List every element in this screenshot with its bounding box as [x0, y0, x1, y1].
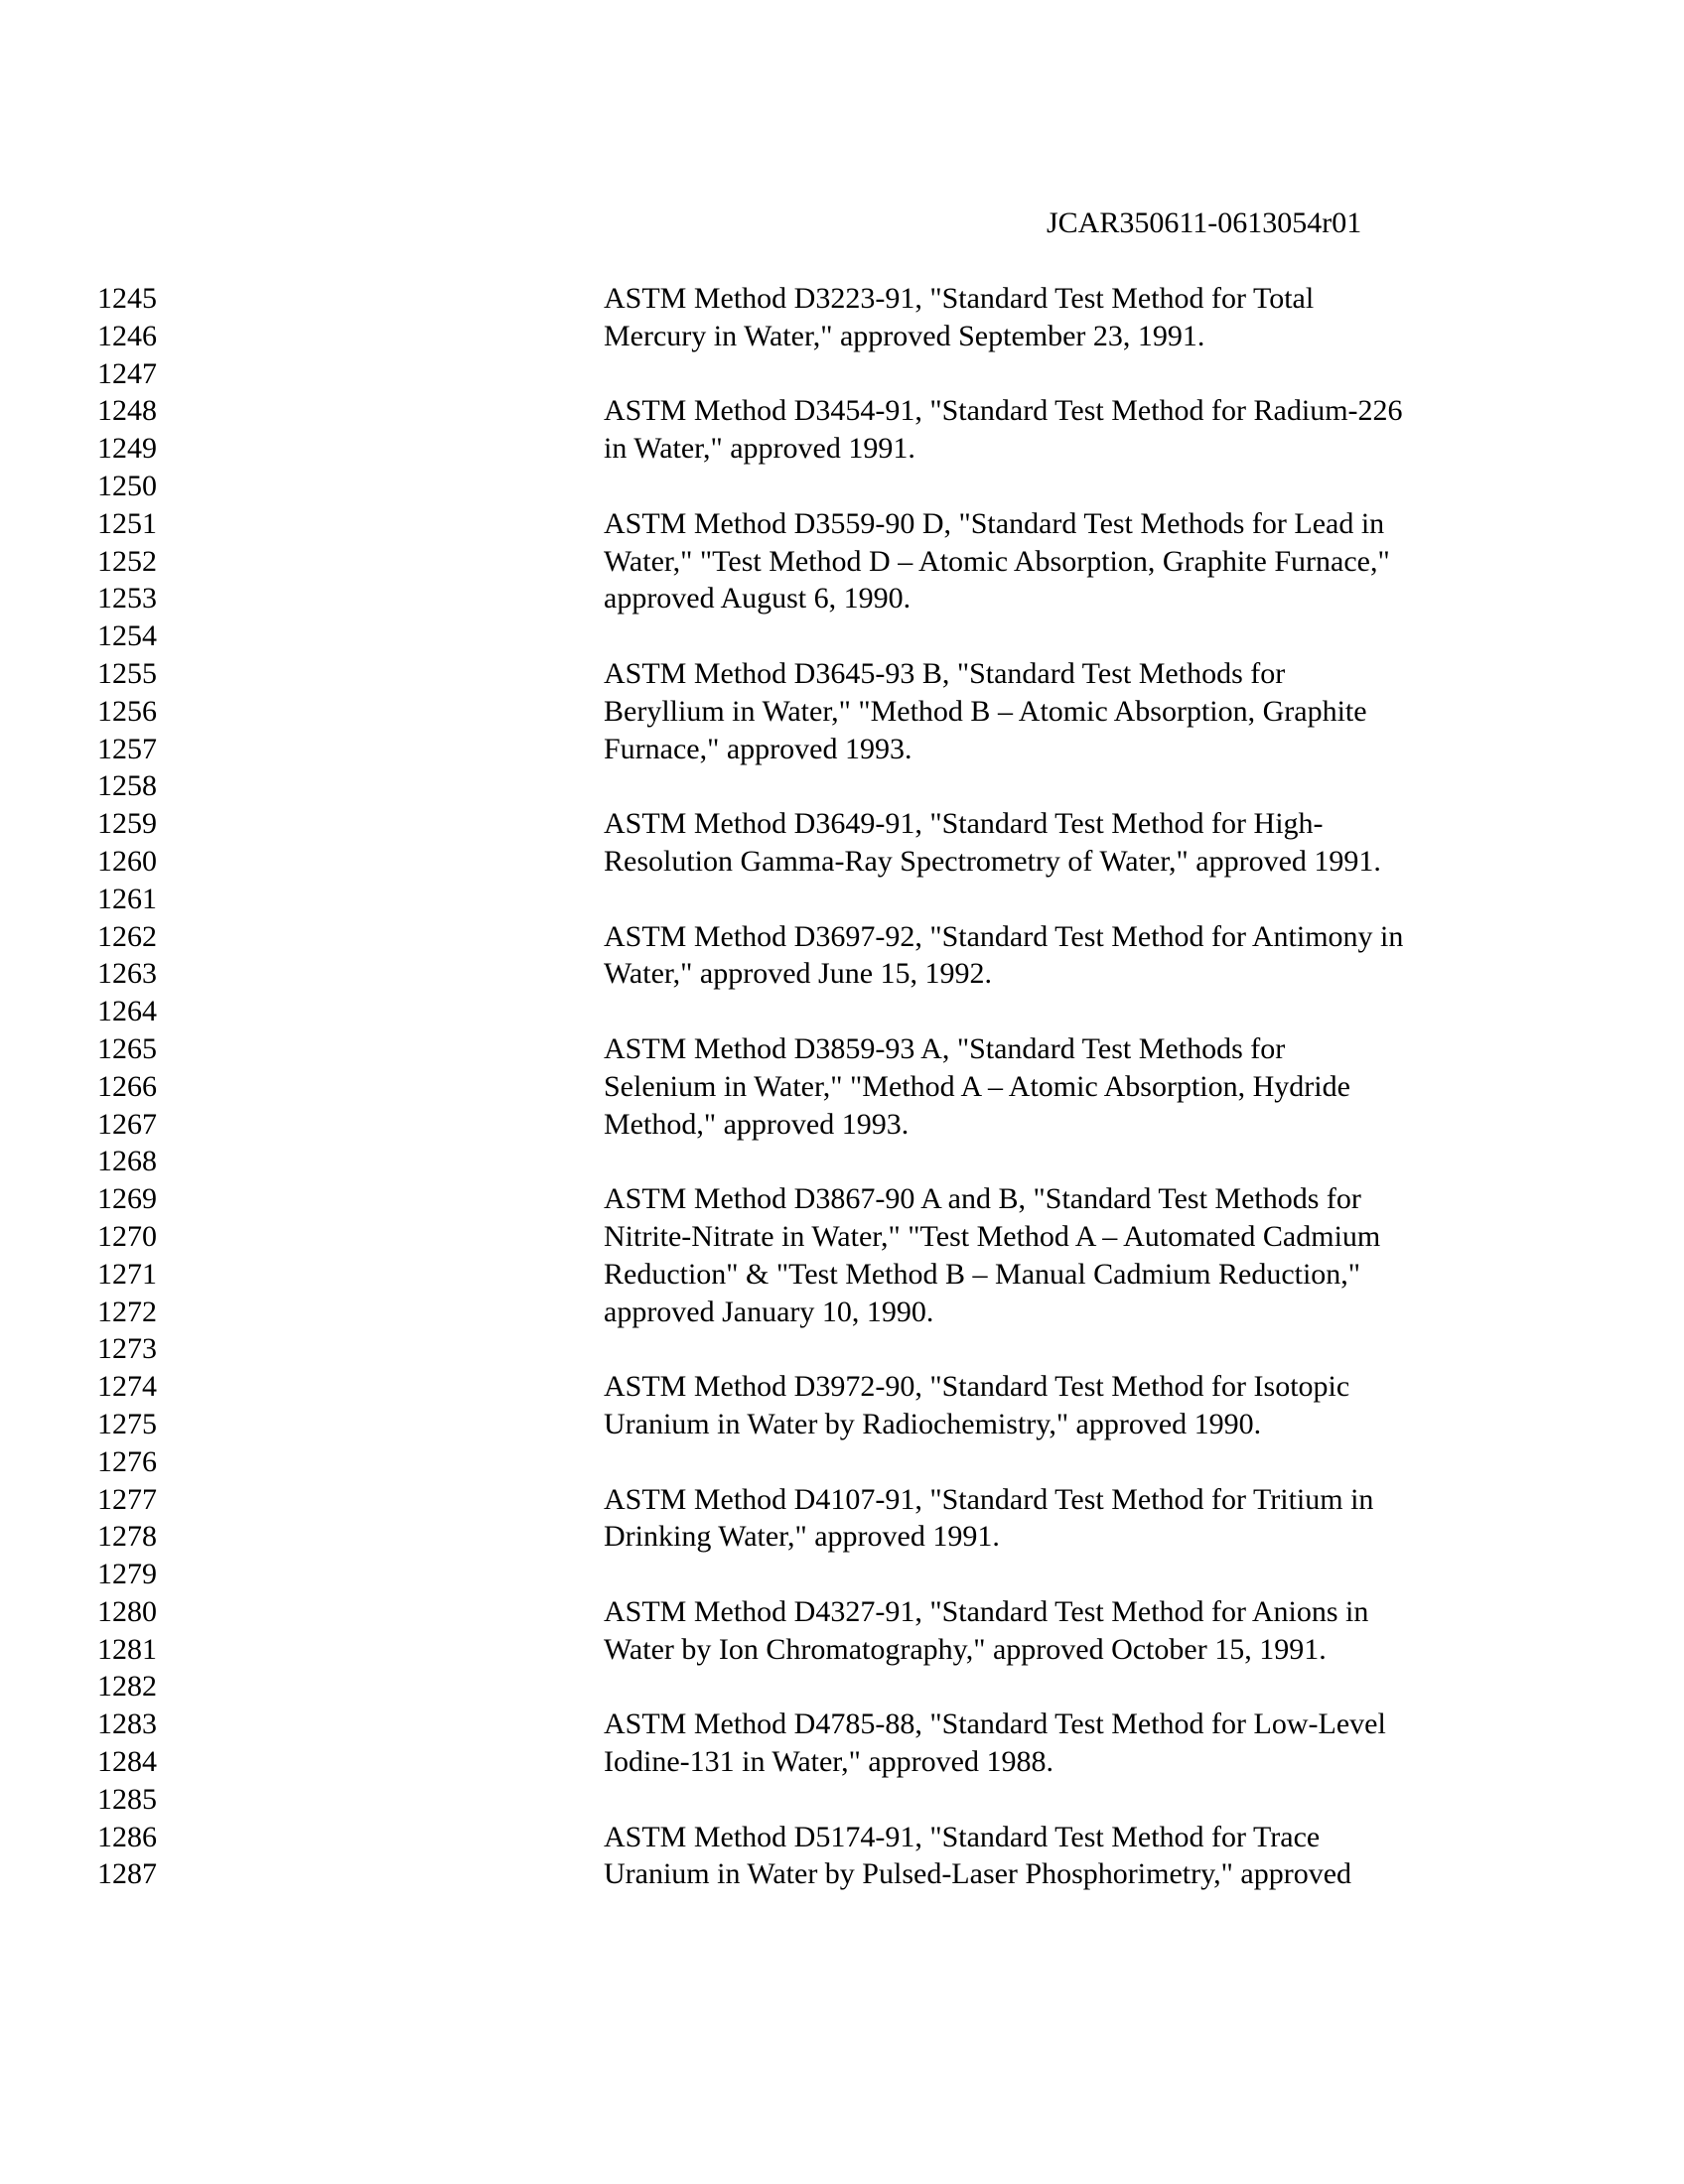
line-number: 1264 — [97, 995, 157, 1028]
text-line — [604, 1668, 1597, 1706]
line-number: 1287 — [97, 1857, 157, 1891]
text-line: Mercury in Water," approved September 23, 1991. — [604, 319, 1205, 352]
line-number: 1247 — [97, 356, 157, 390]
line-number: 1280 — [97, 1594, 157, 1628]
text-line: Iodine-131 in Water," approved 1988. — [604, 1745, 1053, 1779]
text-line: Water," approved June 15, 1992. — [604, 957, 993, 991]
text-line: approved January 10, 1990. — [604, 1295, 934, 1328]
text-line — [604, 881, 1597, 918]
line-number: 1245 — [97, 282, 157, 315]
line-number: 1256 — [97, 694, 157, 728]
text-line: Beryllium in Water," "Method B – Atomic Absorption, Graphite — [604, 694, 1367, 728]
line-number: 1273 — [97, 1332, 157, 1366]
line-number: 1276 — [97, 1444, 157, 1478]
line-number: 1267 — [97, 1107, 157, 1141]
line-number: 1253 — [97, 582, 157, 615]
line-number: 1262 — [97, 919, 157, 953]
text-line: ASTM Method D4107-91, "Standard Test Method for Tritium in — [604, 1482, 1374, 1516]
line-number: 1283 — [97, 1707, 157, 1741]
line-number: 1248 — [97, 394, 157, 428]
text-line: ASTM Method D3645-93 B, "Standard Test Methods for — [604, 656, 1286, 690]
text-line: Reduction" & "Test Method B – Manual Cadmium Reduction," — [604, 1257, 1361, 1291]
text-line: Drinking Water," approved 1991. — [604, 1520, 1000, 1554]
text-line: Furnace," approved 1993. — [604, 732, 912, 765]
text-line: ASTM Method D3859-93 A, "Standard Test Methods for — [604, 1031, 1286, 1065]
line-number: 1261 — [97, 882, 157, 915]
line-number: 1282 — [97, 1670, 157, 1704]
line-number: 1284 — [97, 1745, 157, 1779]
line-number: 1257 — [97, 732, 157, 765]
line-number: 1252 — [97, 544, 157, 578]
text-line: Water," "Test Method D – Atomic Absorption, Graphite Furnace," — [604, 544, 1390, 578]
line-number: 1286 — [97, 1820, 157, 1853]
line-number: 1254 — [97, 619, 157, 653]
text-line: ASTM Method D4327-91, "Standard Test Method for Anions in — [604, 1594, 1369, 1628]
text-line — [604, 993, 1597, 1030]
text-line — [604, 1556, 1597, 1593]
text-line — [604, 355, 1597, 393]
text-line: ASTM Method D4785-88, "Standard Test Method for Low-Level — [604, 1707, 1386, 1741]
line-number: 1258 — [97, 769, 157, 803]
line-number: 1278 — [97, 1520, 157, 1554]
line-number: 1269 — [97, 1182, 157, 1216]
text-line: Selenium in Water," "Method A – Atomic Absorption, Hydride — [604, 1069, 1350, 1103]
text-line: in Water," approved 1991. — [604, 432, 915, 466]
line-number: 1251 — [97, 506, 157, 540]
text-line: ASTM Method D3867-90 A and B, "Standard Test Methods for — [604, 1182, 1361, 1216]
text-line: ASTM Method D5174-91, "Standard Test Method for Trace — [604, 1820, 1321, 1853]
line-number: 1246 — [97, 319, 157, 352]
text-line: ASTM Method D3649-91, "Standard Test Method for High- — [604, 807, 1324, 841]
line-number: 1274 — [97, 1370, 157, 1404]
line-number: 1265 — [97, 1031, 157, 1065]
line-number: 1277 — [97, 1482, 157, 1516]
line-number: 1275 — [97, 1407, 157, 1440]
text-line — [604, 1781, 1597, 1819]
text-line: Uranium in Water by Radiochemistry," approved 1990. — [604, 1407, 1262, 1440]
text-line: Water by Ion Chromatography," approved October 15, 1991. — [604, 1632, 1327, 1666]
text-line: Method," approved 1993. — [604, 1107, 910, 1141]
text-line: ASTM Method D3972-90, "Standard Test Method for Isotopic — [604, 1370, 1350, 1404]
text-line — [604, 767, 1597, 805]
text-line: ASTM Method D3697-92, "Standard Test Method for Antimony in — [604, 919, 1404, 953]
text-line — [604, 468, 1597, 505]
line-number: 1272 — [97, 1295, 157, 1328]
text-line — [604, 617, 1597, 655]
line-number: 1263 — [97, 957, 157, 991]
text-line: Uranium in Water by Pulsed-Laser Phosphorimetry," approved — [604, 1857, 1352, 1891]
text-line — [604, 1330, 1597, 1368]
text-line: ASTM Method D3559-90 D, "Standard Test Methods for Lead in — [604, 506, 1385, 540]
document-id: JCAR350611-0613054r01 — [1047, 206, 1362, 239]
line-number: 1281 — [97, 1632, 157, 1666]
text-line: ASTM Method D3454-91, "Standard Test Method for Radium-226 — [604, 394, 1403, 428]
line-number: 1250 — [97, 469, 157, 502]
text-line: Resolution Gamma-Ray Spectrometry of Water," approved 1991. — [604, 844, 1381, 878]
text-line: ASTM Method D3223-91, "Standard Test Method for Total — [604, 282, 1315, 315]
line-number: 1271 — [97, 1257, 157, 1291]
text-line: Nitrite-Nitrate in Water," "Test Method A – Automated Cadmium — [604, 1219, 1381, 1253]
text-line: approved August 6, 1990. — [604, 582, 912, 615]
line-number: 1259 — [97, 807, 157, 841]
text-line — [604, 1143, 1597, 1180]
line-number: 1285 — [97, 1782, 157, 1816]
line-number: 1249 — [97, 432, 157, 466]
line-number: 1279 — [97, 1558, 157, 1591]
line-number: 1270 — [97, 1219, 157, 1253]
line-number: 1255 — [97, 656, 157, 690]
line-number-column — [97, 280, 216, 1893]
line-number: 1268 — [97, 1145, 157, 1178]
document-body — [604, 280, 1597, 1893]
text-line — [604, 1443, 1597, 1481]
line-number: 1266 — [97, 1069, 157, 1103]
line-number: 1260 — [97, 844, 157, 878]
